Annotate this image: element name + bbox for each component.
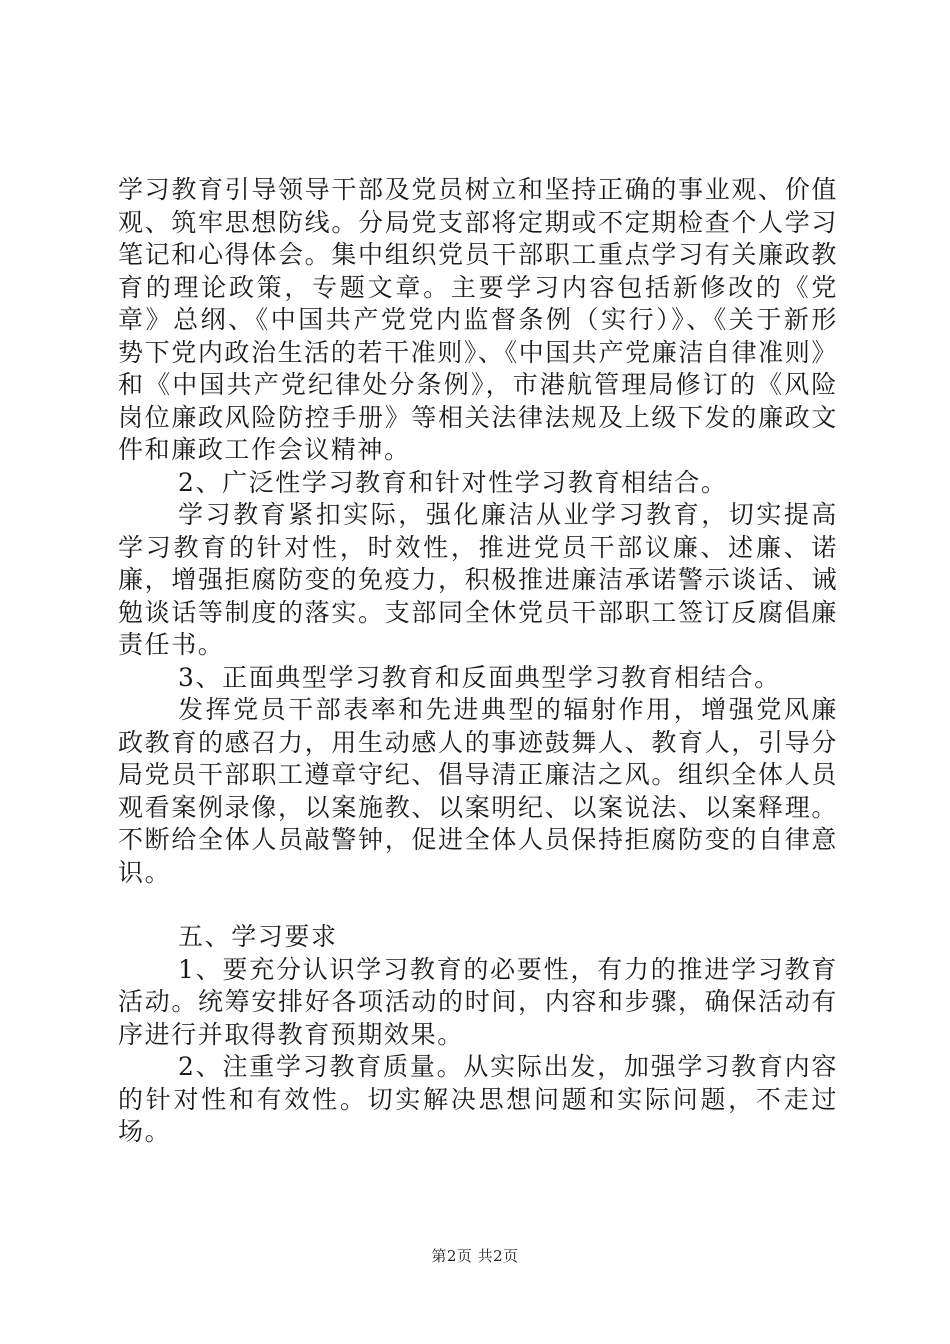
heading-broad-and-targeted-education: 2、广泛性学习教育和针对性学习教育相结合。 [178,467,728,497]
section-heading-study-requirements: 五、学习要求 [178,922,338,951]
paragraph-typical-examples: 发挥党员干部表率和先进典型的辐射作用，增强党风廉政教育的感召力，用生动感人的事迹鼓舞人、教育人，引导分局党员干部职工遵章守纪、倡导清正廉洁之风。组织全体人员观看案例录像，以案施教、以案明纪、以案说法、以案释理。不断给全体人员敲警钟，促进全体人员保持拒腐防变的自律意识。 [118,695,838,887]
paragraph-requirement-1: 1、要充分认识学习教育的必要性，有力的推进学习教育活动。统筹安排好各项活动的时间，内容和步骤，确保活动有序进行并取得教育预期效果。 [118,954,838,1049]
paragraph-study-content: 学习教育引导领导干部及党员树立和坚持正确的事业观、价值观、筑牢思想防线。分局党支部将定期或不定期检查个人学习笔记和心得体会。集中组织党员干部职工重点学习有关廉政教育的理论政策，专题文章。主要学习内容包括新修改的《党章》总纲、《中国共产党党内监督条例（实行）》、《关于新形势下党内政治生活的若干准则》、《中国共产党廉洁自律准则》和《中国共产党纪律处分条例》，市港航管理局修订的《风险岗位廉政风险防控手册》等相关法律法规及上级下发的廉政文件和廉政工作会议精神。 [118,175,838,464]
document-body [118,174,838,1149]
paragraph-requirement-2: 2、注重学习教育质量。从实际出发，加强学习教育内容的针对性和有效性。切实解决思想问题和实际问题，不走过场。 [118,1052,838,1146]
page-number-footer: 第2页 共2页 [431,1247,519,1265]
heading-positive-and-negative-examples: 3、正面典型学习教育和反面典型学习教育相结合。 [178,662,781,692]
paragraph-targeted-education: 学习教育紧扣实际，强化廉洁从业学习教育，切实提高学习教育的针对性，时效性，推进党员干部议廉、述廉、诺廉，增强拒腐防变的免疫力，积极推进廉洁承诺警示谈话、诫勉谈话等制度的落实。支部同全休党员干部职工签订反腐倡廉责任书。 [118,500,838,659]
